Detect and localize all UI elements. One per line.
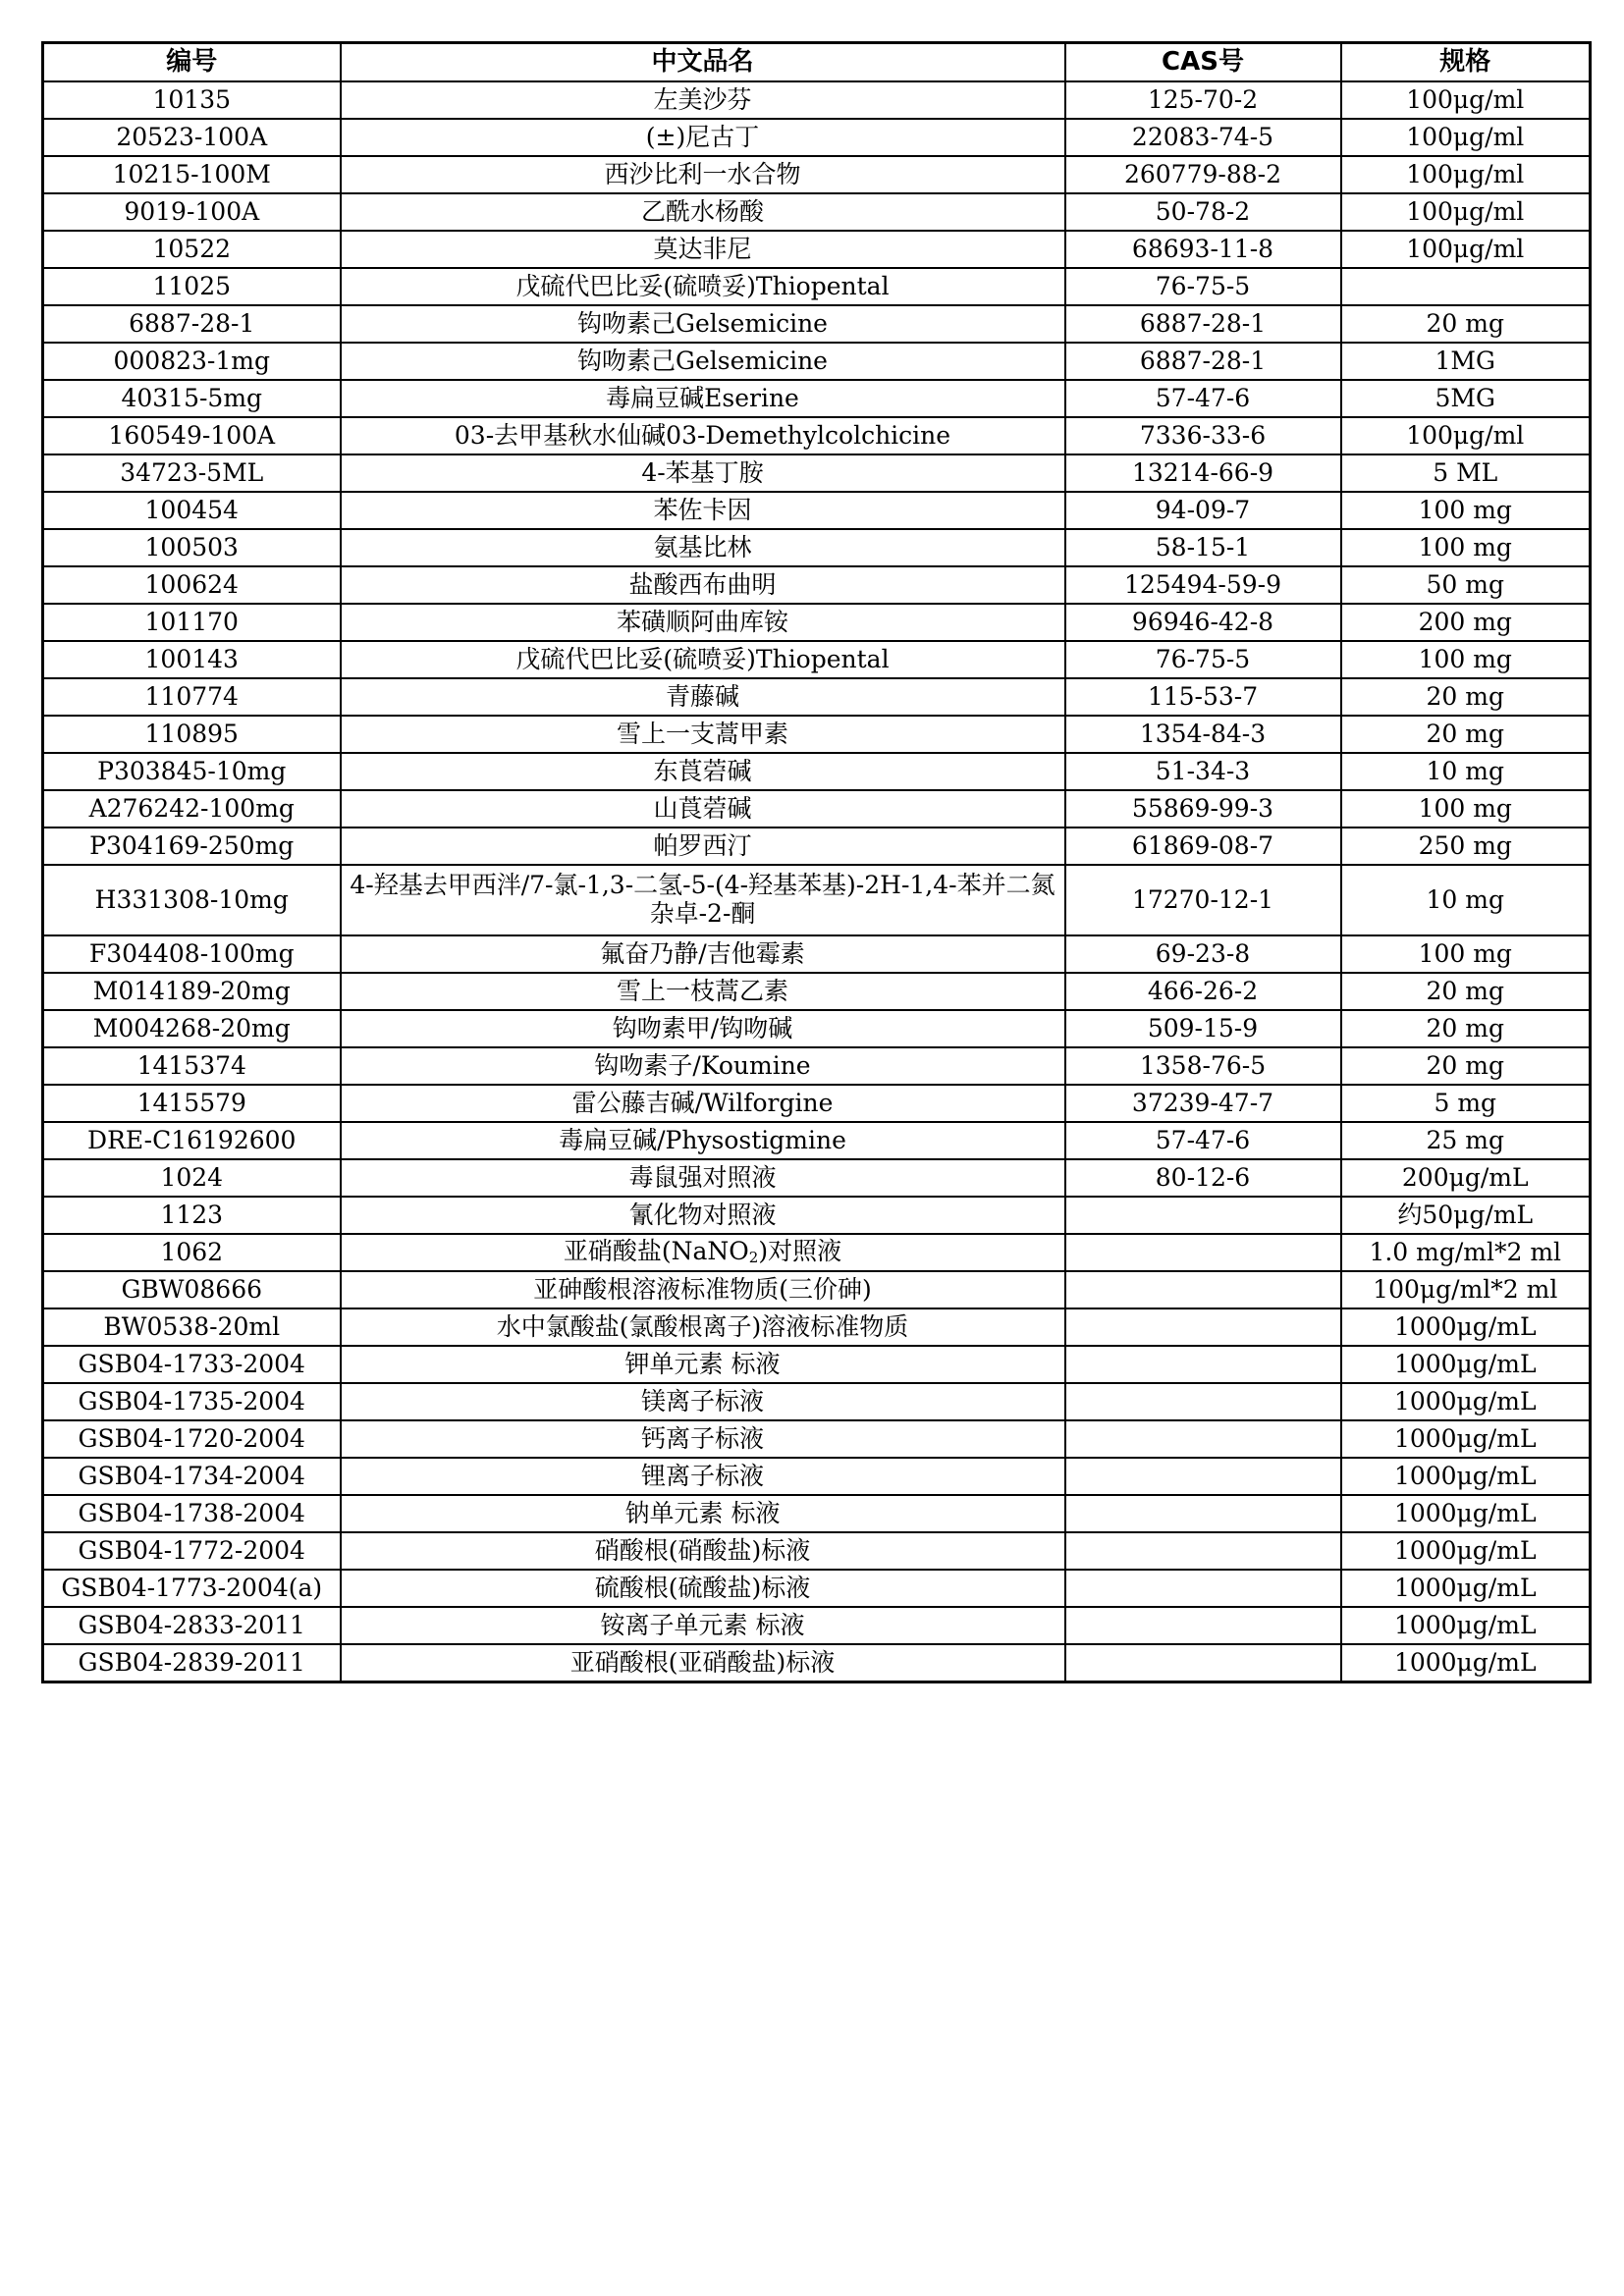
chinese-name-cell: 钩吻素甲/钩吻碱: [341, 1010, 1065, 1047]
table-row: [43, 716, 1591, 753]
table-row: [43, 81, 1591, 119]
spec-cell: 5 ML: [1341, 454, 1591, 492]
table-row: [43, 1308, 1591, 1346]
table-row: [43, 268, 1591, 305]
code-cell: 1123: [43, 1197, 341, 1234]
cas-cell: 125-70-2: [1065, 81, 1341, 119]
code-cell: 000823-1mg: [43, 343, 341, 380]
cas-cell: [1065, 1570, 1341, 1607]
cas-cell: 94-09-7: [1065, 492, 1341, 529]
code-cell: GSB04-1734-2004: [43, 1458, 341, 1495]
table-row: [43, 1085, 1591, 1122]
code-cell: 10215-100M: [43, 156, 341, 193]
chinese-name-cell: 硫酸根(硫酸盐)标液: [341, 1570, 1065, 1607]
chinese-name-cell: 锂离子标液: [341, 1458, 1065, 1495]
code-cell: M004268-20mg: [43, 1010, 341, 1047]
cas-cell: 466-26-2: [1065, 973, 1341, 1010]
chinese-name-cell: 雪上一支蒿甲素: [341, 716, 1065, 753]
header-row: [43, 43, 1591, 82]
spec-cell: 20 mg: [1341, 305, 1591, 343]
table-row: [43, 678, 1591, 716]
code-cell: 1062: [43, 1234, 341, 1271]
cas-cell: 76-75-5: [1065, 268, 1341, 305]
table-row: [43, 1458, 1591, 1495]
table-row: [43, 1644, 1591, 1682]
chinese-name-cell: 毒鼠强对照液: [341, 1159, 1065, 1197]
table-row: [43, 193, 1591, 231]
chinese-name-cell: 铵离子单元素 标液: [341, 1607, 1065, 1644]
spec-cell: 1.0 mg/ml*2 ml: [1341, 1234, 1591, 1271]
code-cell: A276242-100mg: [43, 790, 341, 828]
cas-cell: [1065, 1644, 1341, 1682]
spec-cell: 1000μg/mL: [1341, 1570, 1591, 1607]
header-cas: CAS号: [1065, 43, 1341, 82]
spec-cell: 1000μg/mL: [1341, 1532, 1591, 1570]
code-cell: GSB04-2833-2011: [43, 1607, 341, 1644]
chinese-name-cell: 氨基比林: [341, 529, 1065, 566]
spec-cell: 10 mg: [1341, 753, 1591, 790]
spec-cell: 25 mg: [1341, 1122, 1591, 1159]
chinese-name-cell: (±)尼古丁: [341, 119, 1065, 156]
cas-cell: 57-47-6: [1065, 380, 1341, 417]
header-chinese-name: 中文品名: [341, 43, 1065, 82]
chinese-name-cell: 毒扁豆碱Eserine: [341, 380, 1065, 417]
code-cell: H331308-10mg: [43, 865, 341, 935]
spec-cell: 100μg/ml: [1341, 81, 1591, 119]
chinese-name-cell: 钠单元素 标液: [341, 1495, 1065, 1532]
code-cell: DRE-C16192600: [43, 1122, 341, 1159]
chinese-name-cell: 钩吻素己Gelsemicine: [341, 343, 1065, 380]
spec-cell: 20 mg: [1341, 1010, 1591, 1047]
chinese-name-cell: 苯磺顺阿曲库铵: [341, 604, 1065, 641]
spec-cell: 100μg/ml: [1341, 231, 1591, 268]
table-row: [43, 1607, 1591, 1644]
spec-cell: 100 mg: [1341, 529, 1591, 566]
table-row: [43, 380, 1591, 417]
code-cell: 10522: [43, 231, 341, 268]
cas-cell: 125494-59-9: [1065, 566, 1341, 604]
chinese-name-cell: 雷公藤吉碱/Wilforgine: [341, 1085, 1065, 1122]
cas-cell: [1065, 1197, 1341, 1234]
spec-cell: 100μg/ml: [1341, 417, 1591, 454]
code-cell: 100503: [43, 529, 341, 566]
table-row: [43, 1532, 1591, 1570]
chinese-name-cell: 盐酸西布曲明: [341, 566, 1065, 604]
cas-cell: 115-53-7: [1065, 678, 1341, 716]
chinese-name-cell: 戊硫代巴比妥(硫喷妥)Thiopental: [341, 641, 1065, 678]
cas-cell: [1065, 1383, 1341, 1420]
table-row: [43, 1420, 1591, 1458]
spec-cell: 1000μg/mL: [1341, 1644, 1591, 1682]
chinese-name-cell: 戊硫代巴比妥(硫喷妥)Thiopental: [341, 268, 1065, 305]
table-row: [43, 753, 1591, 790]
subscript: 2: [748, 1249, 759, 1267]
code-cell: 9019-100A: [43, 193, 341, 231]
table-row: [43, 1234, 1591, 1271]
spec-cell: 1000μg/mL: [1341, 1607, 1591, 1644]
code-cell: 160549-100A: [43, 417, 341, 454]
spec-cell: 5MG: [1341, 380, 1591, 417]
code-cell: GSB04-1773-2004(a): [43, 1570, 341, 1607]
cas-cell: 68693-11-8: [1065, 231, 1341, 268]
code-cell: 110774: [43, 678, 341, 716]
code-cell: BW0538-20ml: [43, 1308, 341, 1346]
code-cell: P304169-250mg: [43, 828, 341, 865]
cas-cell: 50-78-2: [1065, 193, 1341, 231]
code-cell: 1024: [43, 1159, 341, 1197]
spec-cell: 250 mg: [1341, 828, 1591, 865]
cas-cell: 57-47-6: [1065, 1122, 1341, 1159]
chinese-name-cell: 亚硝酸根(亚硝酸盐)标液: [341, 1644, 1065, 1682]
table-row: [43, 1570, 1591, 1607]
chinese-name-cell: 西沙比利一水合物: [341, 156, 1065, 193]
spec-cell: 约50μg/mL: [1341, 1197, 1591, 1234]
spec-cell: 1000μg/mL: [1341, 1420, 1591, 1458]
chinese-name-cell: 左美沙芬: [341, 81, 1065, 119]
table-row: [43, 1495, 1591, 1532]
table-row: [43, 973, 1591, 1010]
code-cell: 20523-100A: [43, 119, 341, 156]
chinese-name-cell: 钩吻素子/Koumine: [341, 1047, 1065, 1085]
table-row: [43, 231, 1591, 268]
code-cell: 34723-5ML: [43, 454, 341, 492]
chinese-name-cell: 青藤碱: [341, 678, 1065, 716]
code-cell: 40315-5mg: [43, 380, 341, 417]
spec-cell: 20 mg: [1341, 973, 1591, 1010]
cas-cell: 76-75-5: [1065, 641, 1341, 678]
table-row: [43, 828, 1591, 865]
chinese-name-cell: 钾单元素 标液: [341, 1346, 1065, 1383]
spec-cell: 100μg/ml*2 ml: [1341, 1271, 1591, 1308]
spec-cell: 5 mg: [1341, 1085, 1591, 1122]
spec-cell: 1000μg/mL: [1341, 1458, 1591, 1495]
header-code: 编号: [43, 43, 341, 82]
chinese-name-cell: 乙酰水杨酸: [341, 193, 1065, 231]
table-row: [43, 1159, 1591, 1197]
cas-cell: [1065, 1532, 1341, 1570]
table-row: [43, 1271, 1591, 1308]
spec-cell: 1000μg/mL: [1341, 1495, 1591, 1532]
table-row: [43, 1010, 1591, 1047]
cas-cell: [1065, 1607, 1341, 1644]
cas-cell: 96946-42-8: [1065, 604, 1341, 641]
cas-cell: 69-23-8: [1065, 935, 1341, 973]
spec-cell: 100μg/ml: [1341, 119, 1591, 156]
code-cell: 100143: [43, 641, 341, 678]
code-cell: 100624: [43, 566, 341, 604]
cas-cell: 7336-33-6: [1065, 417, 1341, 454]
spec-cell: 1MG: [1341, 343, 1591, 380]
spec-cell: 20 mg: [1341, 678, 1591, 716]
chinese-name-cell: 钩吻素己Gelsemicine: [341, 305, 1065, 343]
table-row: [43, 119, 1591, 156]
table-row: [43, 604, 1591, 641]
cas-cell: 6887-28-1: [1065, 343, 1341, 380]
spec-cell: 100 mg: [1341, 935, 1591, 973]
code-cell: GSB04-1772-2004: [43, 1532, 341, 1570]
spec-cell: 100 mg: [1341, 492, 1591, 529]
cas-cell: 55869-99-3: [1065, 790, 1341, 828]
cas-cell: 17270-12-1: [1065, 865, 1341, 935]
cas-cell: [1065, 1420, 1341, 1458]
chinese-name-cell: 4-苯基丁胺: [341, 454, 1065, 492]
code-cell: GSB04-1733-2004: [43, 1346, 341, 1383]
cas-cell: 1354-84-3: [1065, 716, 1341, 753]
chinese-name-cell: 镁离子标液: [341, 1383, 1065, 1420]
spec-cell: 1000μg/mL: [1341, 1308, 1591, 1346]
spec-cell: 1000μg/mL: [1341, 1346, 1591, 1383]
cas-cell: 509-15-9: [1065, 1010, 1341, 1047]
spec-cell: 50 mg: [1341, 566, 1591, 604]
chinese-name-cell: 毒扁豆碱/Physostigmine: [341, 1122, 1065, 1159]
code-cell: 100454: [43, 492, 341, 529]
table-row: [43, 454, 1591, 492]
chinese-name-cell: 帕罗西汀: [341, 828, 1065, 865]
code-cell: GSB04-1738-2004: [43, 1495, 341, 1532]
chinese-name-cell: 东莨菪碱: [341, 753, 1065, 790]
table-row: [43, 492, 1591, 529]
cas-cell: [1065, 1495, 1341, 1532]
table-row: [43, 790, 1591, 828]
table-row: [43, 865, 1591, 935]
code-cell: 1415579: [43, 1085, 341, 1122]
table-row: [43, 305, 1591, 343]
cas-cell: 6887-28-1: [1065, 305, 1341, 343]
code-cell: 101170: [43, 604, 341, 641]
chinese-name-cell: 03-去甲基秋水仙碱03-Demethylcolchicine: [341, 417, 1065, 454]
spec-cell: 200μg/mL: [1341, 1159, 1591, 1197]
code-cell: GSB04-1735-2004: [43, 1383, 341, 1420]
cas-cell: 61869-08-7: [1065, 828, 1341, 865]
code-cell: 10135: [43, 81, 341, 119]
spec-cell: 20 mg: [1341, 716, 1591, 753]
table-body: [43, 81, 1591, 1682]
table-row: [43, 343, 1591, 380]
spec-cell: 100μg/ml: [1341, 156, 1591, 193]
code-cell: M014189-20mg: [43, 973, 341, 1010]
chinese-name-cell: 钙离子标液: [341, 1420, 1065, 1458]
cas-cell: [1065, 1458, 1341, 1495]
table-row: [43, 156, 1591, 193]
table-row: [43, 935, 1591, 973]
chinese-name-cell: 雪上一枝蒿乙素: [341, 973, 1065, 1010]
code-cell: P303845-10mg: [43, 753, 341, 790]
chinese-name-cell: 亚硝酸盐(NaNO$_2$)对照液: [341, 1234, 1065, 1271]
code-cell: GSB04-2839-2011: [43, 1644, 341, 1682]
code-cell: 6887-28-1: [43, 305, 341, 343]
spec-cell: 1000μg/mL: [1341, 1383, 1591, 1420]
cas-cell: [1065, 1234, 1341, 1271]
code-cell: 110895: [43, 716, 341, 753]
cas-cell: 80-12-6: [1065, 1159, 1341, 1197]
spec-cell: 200 mg: [1341, 604, 1591, 641]
cas-cell: 1358-76-5: [1065, 1047, 1341, 1085]
cas-cell: 58-15-1: [1065, 529, 1341, 566]
cas-cell: 13214-66-9: [1065, 454, 1341, 492]
table-row: [43, 566, 1591, 604]
cas-cell: [1065, 1346, 1341, 1383]
chinese-name-cell: 莫达非尼: [341, 231, 1065, 268]
table-row: [43, 1122, 1591, 1159]
code-cell: F304408-100mg: [43, 935, 341, 973]
chinese-name-cell: 苯佐卡因: [341, 492, 1065, 529]
cas-cell: 22083-74-5: [1065, 119, 1341, 156]
cas-cell: 51-34-3: [1065, 753, 1341, 790]
cas-cell: 37239-47-7: [1065, 1085, 1341, 1122]
header-spec: 规格: [1341, 43, 1591, 82]
code-cell: GBW08666: [43, 1271, 341, 1308]
chinese-name-cell: 水中氯酸盐(氯酸根离子)溶液标准物质: [341, 1308, 1065, 1346]
table-row: [43, 1047, 1591, 1085]
spec-cell: 100 mg: [1341, 641, 1591, 678]
product-table: [41, 41, 1592, 1683]
cas-cell: [1065, 1308, 1341, 1346]
spec-cell: 20 mg: [1341, 1047, 1591, 1085]
table-row: [43, 417, 1591, 454]
table-row: [43, 1383, 1591, 1420]
code-cell: 1415374: [43, 1047, 341, 1085]
spec-cell: 100μg/ml: [1341, 193, 1591, 231]
code-cell: 11025: [43, 268, 341, 305]
table-row: [43, 1197, 1591, 1234]
table-row: [43, 529, 1591, 566]
table-row: [43, 1346, 1591, 1383]
chinese-name-cell: 氟奋乃静/吉他霉素: [341, 935, 1065, 973]
chinese-name-cell: 4-羟基去甲西泮/7-氯-1,3-二氢-5-(4-羟基苯基)-2H-1,4-苯并二氮杂卓-2-酮: [341, 865, 1065, 935]
cas-cell: [1065, 1271, 1341, 1308]
chinese-name-cell: 亚砷酸根溶液标准物质(三价砷): [341, 1271, 1065, 1308]
spec-cell: 10 mg: [1341, 865, 1591, 935]
cas-cell: 260779-88-2: [1065, 156, 1341, 193]
chinese-name-cell: 氰化物对照液: [341, 1197, 1065, 1234]
spec-cell: 100 mg: [1341, 790, 1591, 828]
chinese-name-cell: 硝酸根(硝酸盐)标液: [341, 1532, 1065, 1570]
code-cell: GSB04-1720-2004: [43, 1420, 341, 1458]
table-row: [43, 641, 1591, 678]
chinese-name-cell: 山莨菪碱: [341, 790, 1065, 828]
spec-cell: [1341, 268, 1591, 305]
